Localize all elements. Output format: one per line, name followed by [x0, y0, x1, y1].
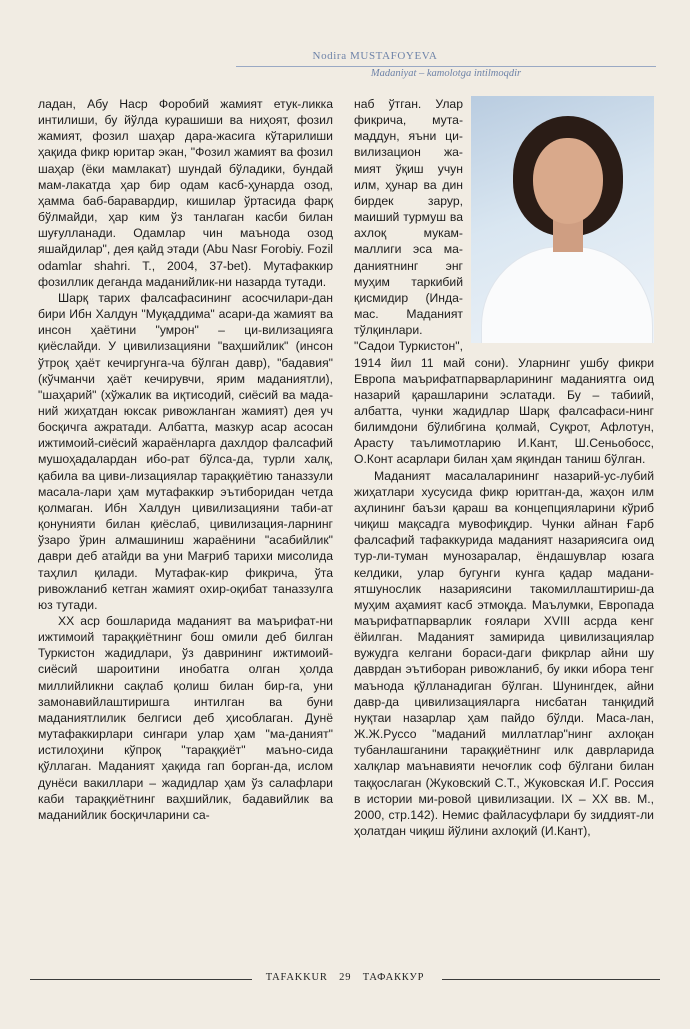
footer-magazine-name-cyrillic: ТАФАККУР — [362, 972, 425, 983]
paragraph: XX аср бошларида маданият ва маърифат-ни ижтимоий тараққиётнинг бош омили деб билган Туркистон жадидлари, ўз даврининг ижтимоий-сиёсий шароитини инобатга олган ҳолда миллийликни сақлаб қолиш билан бир-га, уни замонавийлаштиришга интилган ва буни маданиятлилик белгиси деб ҳисоблаган. Дунё мутафаккирлари сингари улар ҳам "ма-даният" истилоҳини кўпроқ "тараққиёт" маъно-сида қўллаган. Маданият ҳақида гап борган-да, ислом дунёси вакиллари – жадидлар ҳам ўз салафлари каби тараққиётнинг ваҳшийлик, бадавийлик ва маданийлик босқичларини са- — [38, 614, 333, 822]
page-footer — [30, 972, 660, 988]
footer-magazine-name: TAFAKKUR — [265, 972, 328, 983]
article-subtitle: Madaniyat – kamolotga intilmoqdir — [370, 68, 522, 79]
page-header — [0, 50, 690, 79]
paragraph: ладан, Абу Наср Форобий жамият етук-ликка интилиши, бу йўлда курашиши ва ниҳоят, фозил жамият, фозил шаҳар дара-жасига кўтарилиши ҳақида фикр юритар экан, "Фозил жамият ва фозил шаҳар (ёки мамлакат) шундай бўладики, бундай мам-лакатда ҳар бир одам касб-ҳунарда озод, ҳамма баб-баравардир, кишилар ўртасида фарқ бўлмайди, ҳар ким ўз танлаган касби билан шуғулланади. Одамлар чин маънода озод яшайдилар", дея қайд этади (Abu Nasr Forobiy. Fozil odamlar shahri. T., 2004, 37-bet). Мутафаккир фозиллик деганда маданийлик-ни назарда тутади. — [38, 97, 333, 289]
right-column — [354, 96, 654, 839]
paragraph: Маданият масалаларининг назарий-ус-лубий жиҳатлари хусусида фикр юритган-да, жаҳон илм аҳлининг баъзи қараш ва концепцияларини кўриб чиқиш мақсадга мувофиқдир. Чунки айнан Ғарб фалсафий тафаккурида маданият назариясига оид тур-ли-туман мунозаралар, ёндашувлар юзага келдики, улар бугунги кунга қадар мадани-ятшунослик назариясини такомиллаштириш-да муҳим аҳамият касб этмоқда. Маълумки, Европада маърифатпарварлик ғоялари XVIII асрда кенг ёйилган. Маданият замирида цивилизациялар вужудга келгани бораси-даги фикрлар айни шу даврдан эътиборан ривожланиб, бу икки ибора тенг маънода қўлланадиган бўлган. Шунингдек, айни давр-да цивилизацияларга нисбатан танқидий нуқтаи назарлар ҳам пайдо бўлди. Маса-лан, Ж.Ж.Руссо "маданий миллатлар"нинг ахлоқан тубанлашганини тараққиётнинг илк даврларида халқлар маънавияти нечоғлик соф бўлгани билан таққослаган (Жуковский С.Т., Жуковская И.Г. Россия в истории ми-ровой цивилизации. IX – XX вв. М., 2000, стр.142). Немис файласуфлари бу зиддият-ли ҳолатдан чиқиш йўлини ахлоқий (И.Кант), — [354, 468, 654, 839]
left-column — [38, 96, 333, 823]
author-photo — [471, 96, 654, 343]
paragraph: наб ўтган. Улар фикрича, мута-маддун, яъни ци-вилизацион жа-мият ўқиш учун илм, ҳунар ва дин бирдек зарур, маиший турмуш ва ахлоқ мукам-маллиги эса ма-даниятнинг энг муҳим таркибий қисмидир (Инда-мас. Маданият тўлқинлари. "Садои Туркистон", 1914 йил 11 май сони). Уларнинг ушбу фикри Европа маърифатпарварларининг маданиятга оид назарий қарашларини эслатади. Бу – табиий, албатта, чунки жадидлар Шарқ фалсафаси-нинг билимдони бўлибгина қолмай, Суқрот, Афлотун, Арасту таълимотларию И.Кант, Ш.Сеньобосс, О.Конт асарлари билан ҳам яқиндан таниш бўлган. — [354, 97, 654, 467]
page-number: 29 — [339, 972, 352, 983]
author-name: Nodira MUSTAFOYEVA — [312, 50, 438, 62]
header-rule — [236, 66, 656, 67]
paragraph: Шарқ тарих фалсафасининг асосчилари-дан бири Ибн Халдун "Муқаддима" асари-да жамият ва инсон ҳаётини "умрон" – ци-вилизацияга қиёслайди. У цивилизацияни "ваҳшийлик" (инсон ўтроқ ҳаёт кечиргунга-ча бўлган давр), "бадавия" (кўчманчи ҳаёт кечирувчи, ярим маданиятли), "шаҳарий" (хўжалик ва иқтисодий, сиёсий ва мада-ний жиҳатдан юксак ривожланган жамият) дея уч босқичга ажратади. Албатта, мазкур асар асосан ижтимоий-сиёсий жараёнларга дахлдор фалсафий мушоҳадалардан ибо-рат бўлса-да, турли халқ, қабила ва циви-лизациялар тараққиётию таназзули масала-лари ҳам мутафаккир эътиборидан четда қолмаган. Ибн Халдун цивилизацияни таби-ат қонунияти билан қиёслаб, цивилизация-ларнинг ўзаро ўрин алмашиниш жараёнини "асабийлик" даври деб атайди ва уни Мағриб тарихи мисолида таҳлил қилади. Мутафак-кир фикрича, ўта ривожланиб кетган жамият охир-оқибат таназзулга юз тутади. — [38, 290, 333, 612]
